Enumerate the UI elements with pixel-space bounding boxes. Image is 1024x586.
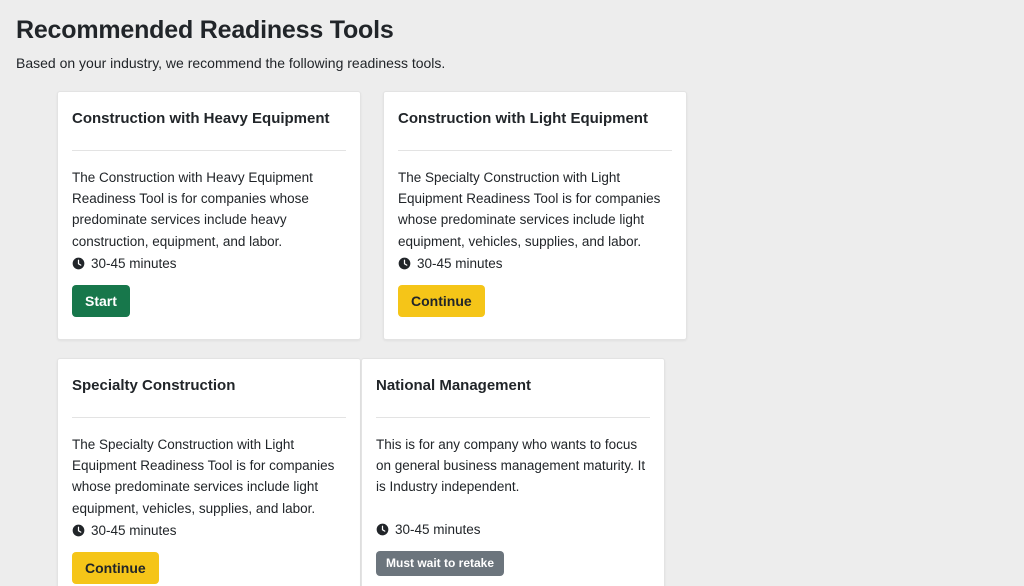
page-subtitle: Based on your industry, we recommend the following readiness tools. — [16, 55, 446, 71]
card-duration-label: 30-45 minutes — [91, 255, 177, 271]
readiness-tool-card — [57, 91, 361, 340]
card-duration — [72, 523, 346, 538]
readiness-tool-card — [383, 91, 687, 340]
card-description: The Specialty Construction with Light Equipment Readiness Tool is for companies whose predominate services include light equipment, vehicles, supplies, and labor. — [398, 170, 661, 249]
start-button[interactable]: Start — [72, 285, 130, 317]
card-duration-label: 30-45 minutes — [395, 521, 481, 537]
card-title: National Management — [376, 377, 532, 394]
card-divider — [376, 417, 650, 418]
readiness-tool-card — [57, 358, 361, 586]
readiness-tool-card — [361, 358, 665, 586]
clock-icon — [376, 523, 389, 536]
card-title: Construction with Light Equipment — [398, 110, 648, 127]
readiness-tool-card-grid — [57, 91, 1008, 586]
card-title: Construction with Heavy Equipment — [72, 110, 330, 127]
card-duration — [72, 256, 346, 271]
card-description: The Specialty Construction with Light Equipment Readiness Tool is for companies whose predominate services include light equipment, vehicles, supplies, and labor. — [72, 437, 335, 516]
card-duration-label: 30-45 minutes — [417, 255, 503, 271]
clock-icon — [398, 257, 411, 270]
clock-icon — [72, 257, 85, 270]
card-divider — [398, 150, 672, 151]
card-description: This is for any company who wants to focus on general business management maturity. It is Industry independent. — [376, 437, 646, 495]
card-title: Specialty Construction — [72, 377, 236, 394]
clock-icon — [72, 524, 85, 537]
page-title: Recommended Readiness Tools — [16, 16, 394, 44]
card-divider — [72, 150, 346, 151]
card-divider — [72, 417, 346, 418]
card-duration — [376, 522, 650, 537]
card-description: The Construction with Heavy Equipment Readiness Tool is for companies whose predominate services include heavy construction, equipment, and labor. — [72, 170, 313, 249]
card-duration-label: 30-45 minutes — [91, 522, 177, 538]
continue-button[interactable]: Continue — [72, 552, 159, 584]
card-duration — [398, 256, 672, 271]
continue-button[interactable]: Continue — [398, 285, 485, 317]
must-wait-to-retake-button: Must wait to retake — [376, 551, 504, 577]
